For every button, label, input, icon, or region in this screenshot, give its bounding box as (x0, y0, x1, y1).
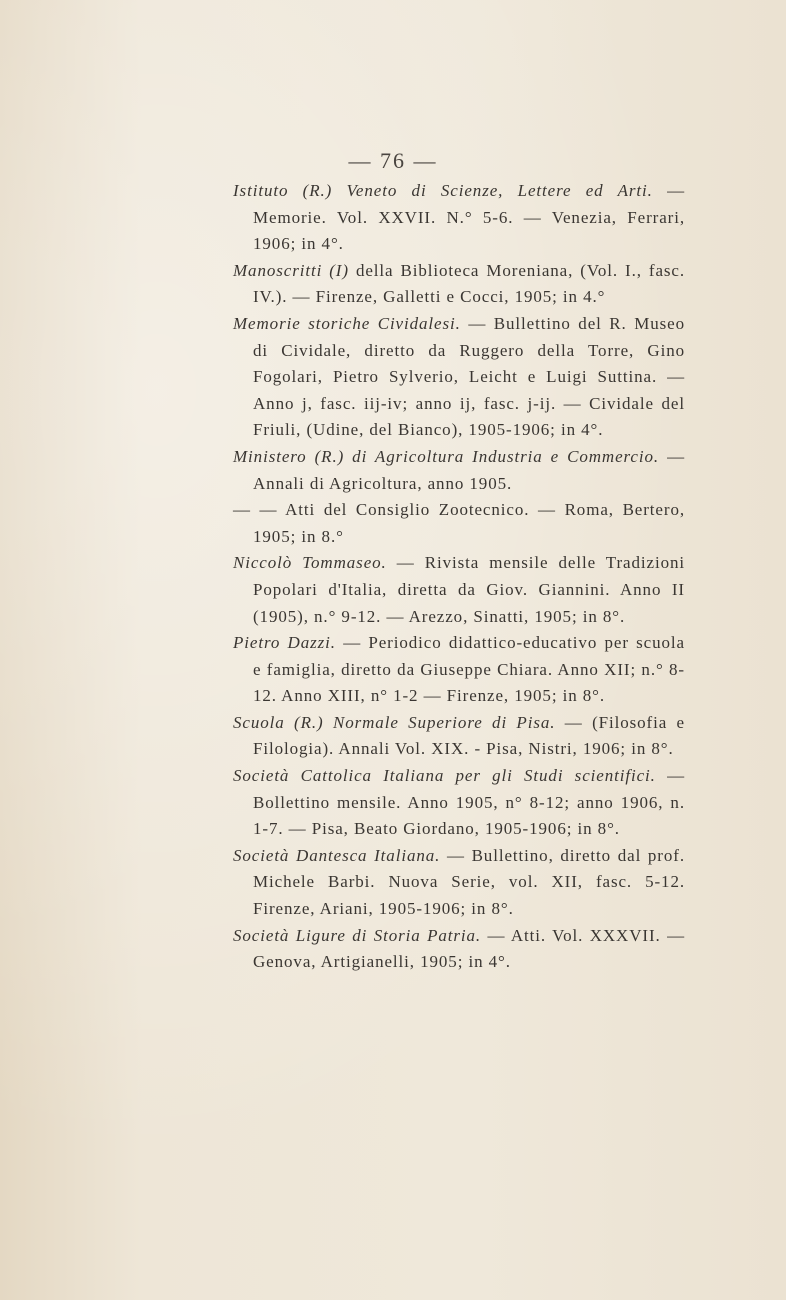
entry-details: della Biblioteca Moreniana, (Vol. I., fasc. IV.). — Firenze, Galletti e Cocci, 1905; in 4.° (253, 260, 685, 307)
entry-title: Pietro Dazzi. (233, 633, 336, 653)
bibliography-entry (233, 923, 685, 976)
bibliography-entry (233, 311, 685, 444)
entry-title: Istituto (R.) Veneto di Scienze, Lettere ed Arti. (233, 181, 653, 200)
entry-title: Memorie storiche Cividalesi. (233, 313, 461, 333)
bibliography-list (233, 178, 685, 976)
entry-details: — Rivista mensile delle Tradizioni Popolari d'Italia, diretta da Giov. Giannini. Anno II (1905), n.° 9-12. — Arezzo, Sinatti, 1905; in 8°. (253, 553, 685, 626)
entry-details: — Memorie. Vol. XXVII. N.° 5-6. — Venezia, Ferrari, 1906; in 4°. (253, 181, 685, 254)
entry-title: Manoscritti (I) (233, 260, 349, 280)
entry-details: — Bullettino del R. Museo di Cividale, diretto da Ruggero della Torre, Gino Fogolari, Pietro Sylverio, Leicht e Luigi Suttina. — Anno j, fasc. iij-iv; anno ij, fasc. j-ij. — Cividale del Friuli, (Udine, del Bianco), 1905-1906; in 4°. (253, 313, 685, 440)
entry-details: — Bullettino, diretto dal prof. Michele Barbi. Nuova Serie, vol. XII, fasc. 5-12. Firenze, Ariani, 1905-1906; in 8°. (253, 845, 685, 919)
entry-title: Niccolò Tommaseo. (233, 553, 387, 573)
bibliography-entry (233, 178, 685, 258)
bibliography-entry (233, 550, 685, 630)
bibliography-entry (233, 444, 685, 497)
entry-title: Società Dantesca Italiana. (233, 845, 441, 865)
bibliography-entry (233, 763, 685, 843)
bibliography-entry (233, 258, 685, 311)
entry-title: Società Ligure di Storia Patria. (233, 925, 482, 945)
entry-details: — (Filosofia e Filologia). Annali Vol. XIX. - Pisa, Nistri, 1906; in 8°. (253, 712, 685, 759)
entry-details: — Periodico didattico-educativo per scuola e famiglia, diretto da Giuseppe Chiara. Anno XII; n.° 8-12. Anno XIII, n° 1-2 — Firenze, 1905; in 8°. (253, 633, 685, 706)
bibliography-entry (233, 710, 685, 763)
bibliography-entry (233, 843, 685, 923)
entry-details: — Bollettino mensile. Anno 1905, n° 8-12; anno 1906, n. 1-7. — Pisa, Beato Giordano, 1905-1906; in 8°. (253, 766, 685, 839)
entry-details: — — Atti del Consiglio Zootecnico. — Roma, Bertero, 1905; in 8.° (233, 500, 685, 546)
entry-title: Scuola (R.) Normale Superiore di Pisa. (233, 712, 556, 732)
entry-title: Società Cattolica Italiana per gli Studi scientifici. (233, 766, 656, 786)
entry-details: — Atti. Vol. XXXVII. — Genova, Artigianelli, 1905; in 4°. (253, 925, 685, 972)
entry-details: — Annali di Agricoltura, anno 1905. (253, 446, 685, 493)
bibliography-entry (233, 497, 685, 550)
entry-title: Ministero (R.) di Agricoltura Industria e Commercio. (233, 446, 660, 466)
bibliography-entry (233, 630, 685, 710)
page-number: — 76 — (348, 148, 438, 173)
